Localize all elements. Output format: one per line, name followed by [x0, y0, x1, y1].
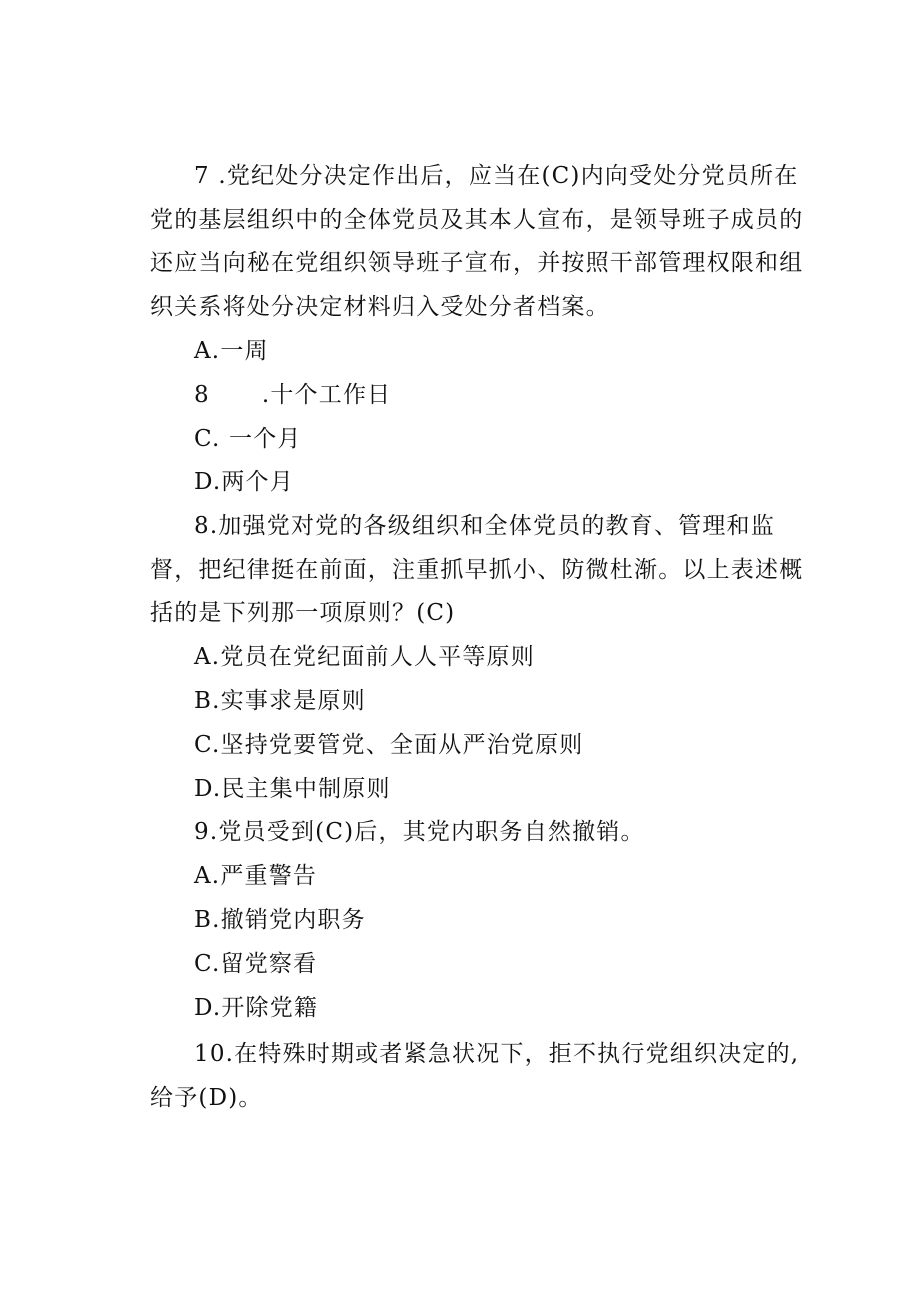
- question-9-option-a: A.严重警告: [194, 863, 318, 889]
- question-9-option-c: C.留党察看: [194, 951, 318, 977]
- question-10-stem: 10.在特殊时期或者紧急状况下，拒不执行党组织决定的,给予(D)。: [150, 1041, 800, 1111]
- question-7-option-b-text: .十个工作日: [261, 382, 392, 408]
- question-9-option-d: D.开除党籍: [194, 995, 319, 1021]
- question-7-option-b: [194, 380, 391, 410]
- question-7-option-c: C. 一个月: [194, 426, 302, 452]
- question-7-option-d: D.两个月: [194, 469, 294, 495]
- question-7-stem: 7 .党纪处分决定作出后，应当在(C)内向受处分党员所在党的基层组织中的全体党员及其本人宣布，是领导班子成员的还应当向秘在党组织领导班子宣布，并按照干部管理权限和组织关系将处分决定材料归入受处分者档案。: [150, 163, 804, 320]
- question-7-option-a: A.一周: [194, 338, 269, 364]
- question-8-option-a: A.党员在党纪面前人人平等原则: [194, 644, 535, 670]
- question-8-option-c: C.坚持党要管党、全面从严治党原则: [194, 732, 584, 758]
- question-9-option-b: B.撤销党内职务: [194, 907, 366, 933]
- question-7-option-b-number: 8: [194, 382, 210, 408]
- question-9-stem: 9.党员受到(C)后，其党内职务自然撤销。: [194, 819, 645, 845]
- question-8-option-d: D.民主集中制原则: [194, 776, 391, 802]
- question-8-option-b: B.实事求是原则: [194, 688, 366, 714]
- question-8-stem: 8.加强党对党的各级组织和全体党员的教育、管理和监督，把纪律挺在前面，注重抓早抓小、防微杜渐。以上表述概括的是下列那一项原则？(C): [150, 513, 804, 626]
